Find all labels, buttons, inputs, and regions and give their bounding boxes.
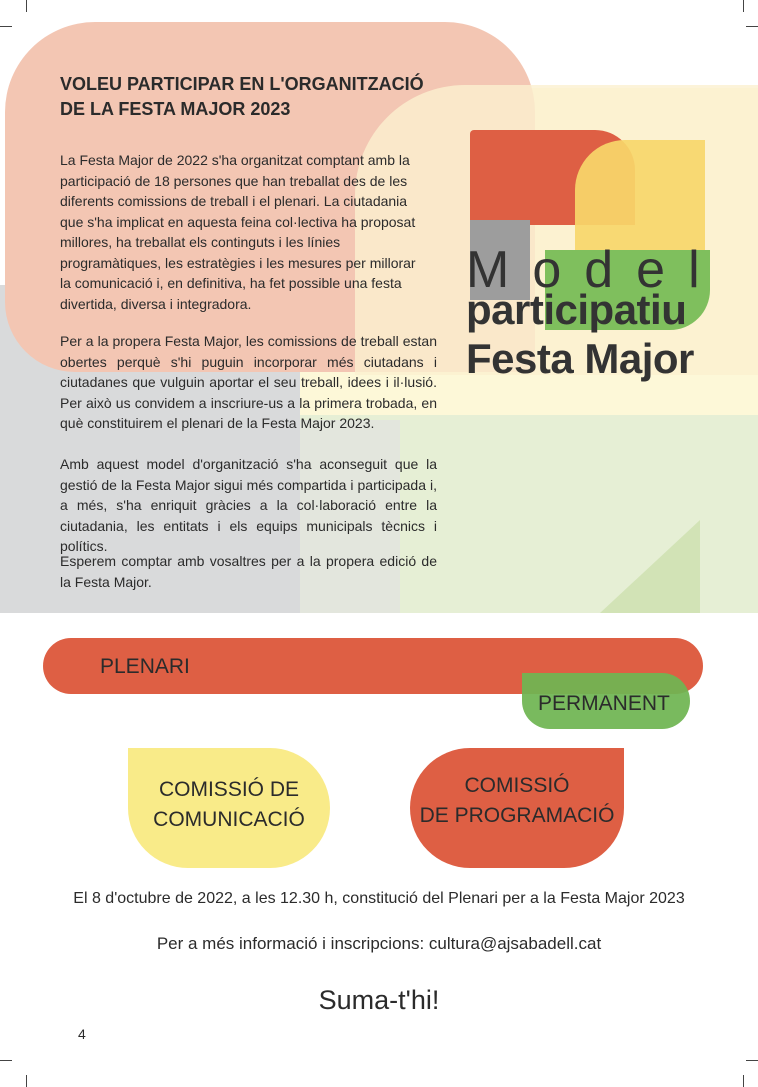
paragraph-1: La Festa Major de 2022 s'ha organitzat comptant amb la participació de 18 persones que han treballat des de les diferents comissions de treball i el plenari. La ciutadania que s'ha implicat en aquesta feina col·lectiva ha proposat millores, ha treballat els continguts i les línies programàtiques, les estratègies i les mesures per millorar la comunicació i, en definitiva, ha fet possible una festa divertida, diversa i integradora.: [60, 152, 416, 312]
slogan: Suma-t'hi!: [318, 985, 440, 1015]
paragraph-2: Per a la propera Festa Major, les comissions de treball estan obertes perquè s'hi puguin incorporar més ciutadans i ciutadanes que vulguin aportar el seu treball, idees i il·lusió. Per això us convidem a inscriure-us a la primera trobada, en què constituirem el plenari de la Festa Major 2023.: [60, 333, 437, 431]
background-green-triangle: [600, 520, 700, 613]
comissio-programacio-label: COMISSIÓ DE PROGRAMACIÓ: [419, 774, 615, 827]
comissio-comunicacio-label: COMISSIÓ DE COMUNICACIÓ: [153, 778, 305, 831]
info-contact-line: Per a més informació i inscripcions: cultura@ajsabadell.cat: [156, 934, 602, 953]
crop-mark: [746, 1060, 758, 1061]
permanent-label: PERMANENT: [538, 692, 670, 715]
logo-festa-major-text: Festa Major: [466, 335, 694, 382]
logo-participatiu-text: participatiu: [466, 286, 687, 333]
crop-mark: [746, 26, 758, 27]
crop-mark: [0, 26, 12, 27]
plenari-label: PLENARI: [100, 655, 190, 678]
crop-mark: [743, 1075, 744, 1087]
logo-model-text: Model: [466, 241, 723, 299]
event-date-line: El 8 d'octubre de 2022, a les 12.30 h, constitució del Plenari per a la Festa Major 2023: [73, 890, 685, 907]
page-heading: VOLEU PARTICIPAR EN L'ORGANITZACIÓ DE LA FESTA MAJOR 2023: [60, 74, 424, 119]
crop-mark: [0, 1060, 12, 1061]
paragraph-3: Amb aquest model d'organització s'ha aconseguit que la gestió de la Festa Major sigui més compartida i participada i, a més, s'ha enriquit gràcies a la col·laboració entre la ciutadania, les entitats i els equips municipals tècnics i polítics.: [60, 456, 437, 554]
crop-mark: [743, 0, 744, 12]
paragraph-4: Esperem comptar amb vosaltres per a la propera edició de la Festa Major.: [60, 553, 437, 590]
page-number: 4: [78, 1026, 86, 1042]
crop-mark: [26, 0, 27, 12]
crop-mark: [26, 1075, 27, 1087]
